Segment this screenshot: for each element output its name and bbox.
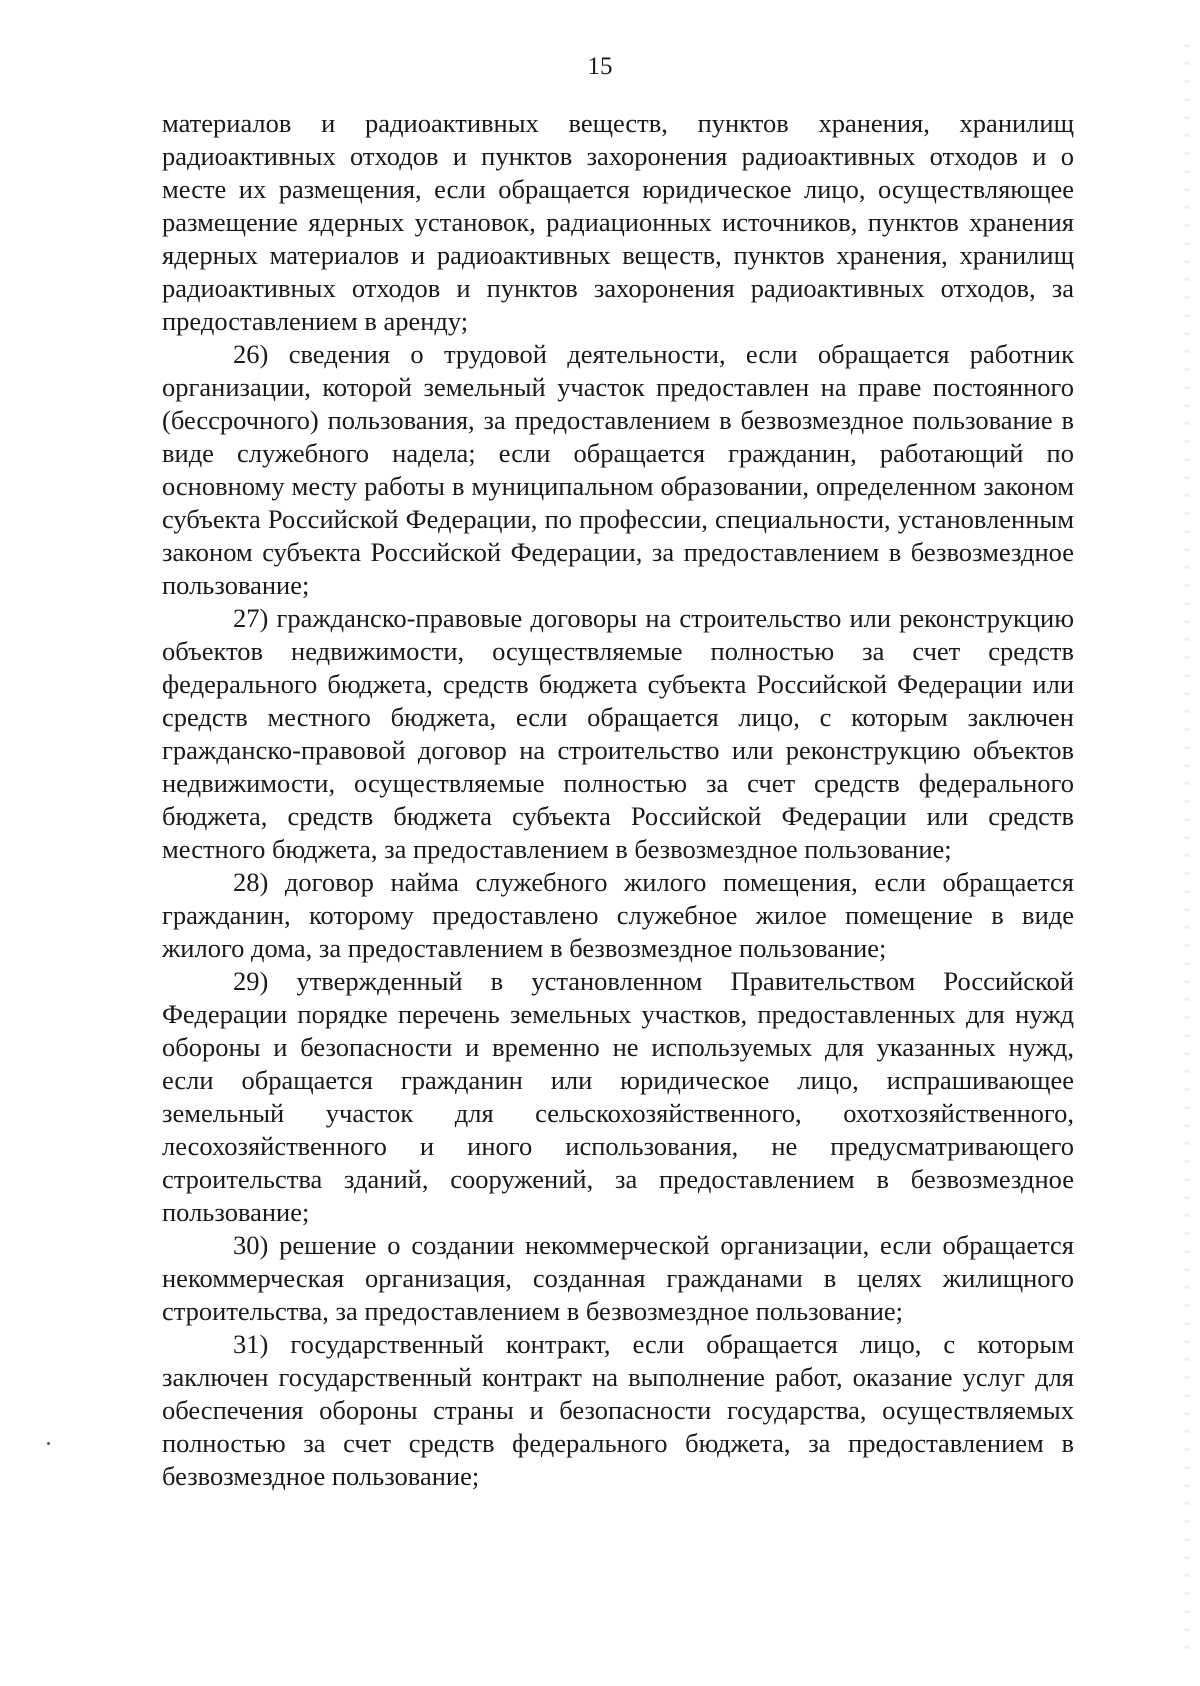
page-number: 15 <box>587 53 613 80</box>
paragraph-item-27: 27) гражданско-правовые договоры на строительство или реконструкцию объектов недвижимости, осуществляемые полностью за счет средств федерального бюджета, средств бюджета субъекта Российской Федерации или средств местного бюджета, если обращается лицо, с которым заключен гражданско-правовой договор на строительство или реконструкцию объектов недвижимости, осуществляемые полностью за счет средств федерального бюджета, средств бюджета субъекта Российской Федерации или средств местного бюджета, за предоставлением в безвозмездное пользование; <box>162 603 1074 864</box>
paragraph-item-26: 26) сведения о трудовой деятельности, если обращается работник организации, которой земельный участок предоставлен на праве постоянного (бессрочного) пользования, за предоставлением в безвозмездное пользование в виде служебного надела; если обращается гражданин, работающий по основному месту работы в муниципальном образовании, определенном законом субъекта Российской Федерации, по профессии, специальности, установленным законом субъекта Российской Федерации, за предоставлением в безвозмездное пользование; <box>162 339 1074 600</box>
paragraph-item-30: 30) решение о создании некоммерческой организации, если обращается некоммерческая организация, созданная гражданами в целях жилищного строительства, за предоставлением в безвозмездное пользование; <box>162 1230 1074 1326</box>
paragraph-item-29: 29) утвержденный в установленном Правительством Российской Федерации порядке перечень земельных участков, предоставленных для нужд обороны и безопасности и временно не используемых для указанных нужд, если обращается гражданин или юридическое лицо, испрашивающее земельный участок для сельскохозяйственного, охотхозяйственного, лесохозяйственного и иного использования, не предусматривающего строительства зданий, сооружений, за предоставлением в безвозмездное пользование; <box>162 966 1074 1227</box>
scan-edge-artifact <box>1184 30 1190 1660</box>
paragraph-item-28: 28) договор найма служебного жилого помещения, если обращается гражданин, которому предоставлено служебное жилое помещение в виде жилого дома, за предоставлением в безвозмездное пользование; <box>162 867 1074 963</box>
scan-dot-artifact <box>47 1442 50 1445</box>
document-body <box>162 107 1074 1493</box>
paragraph-item-31: 31) государственный контракт, если обращается лицо, с которым заключен государственный контракт на выполнение работ, оказание услуг для обеспечения обороны страны и безопасности государства, осуществляемых полностью за счет средств федерального бюджета, за предоставлением в безвозмездное пользование; <box>162 1329 1074 1491</box>
paragraph-continuation: материалов и радиоактивных веществ, пунктов хранения, хранилищ радиоактивных отходов и пунктов захоронения радиоактивных отходов и о месте их размещения, если обращается юридическое лицо, осуществляющее размещение ядерных установок, радиационных источников, пунктов хранения ядерных материалов и радиоактивных веществ, пунктов хранения, хранилищ радиоактивных отходов и пунктов захоронения радиоактивных отходов, за предоставлением в аренду; <box>162 108 1074 336</box>
